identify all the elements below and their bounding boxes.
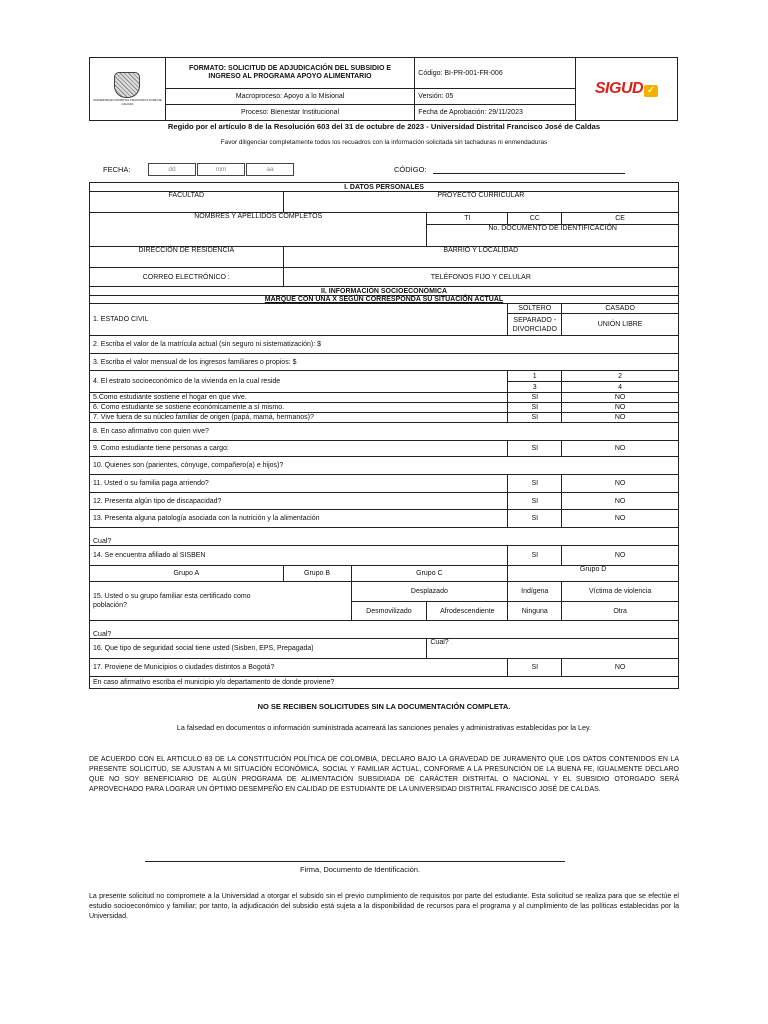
full-name-field[interactable]: NOMBRES Y APELLIDOS COMPLETOS: [90, 213, 427, 247]
option-union-libre[interactable]: UNIÓN LIBRE: [562, 314, 679, 336]
stratum-4[interactable]: 4: [562, 382, 679, 393]
address-field[interactable]: DIRECCIÓN DE RESIDENCIA: [90, 247, 284, 268]
q16-social-security: 16. Que tipo de seguridad social tiene usted (Sisben, EPS, Prepagada): [90, 639, 427, 659]
university-crest-icon: [114, 72, 140, 98]
form-title: [165, 58, 415, 89]
q12-disability: 12. Presenta algún tipo de discapacidad?: [90, 493, 508, 510]
check-icon: ✓: [644, 85, 658, 97]
option-ninguna[interactable]: Ninguna: [508, 602, 562, 621]
date-month-field[interactable]: mm: [197, 163, 245, 176]
q17-si[interactable]: SI: [508, 659, 562, 677]
q6-si[interactable]: SI: [508, 403, 562, 413]
sisben-grupo-c[interactable]: Grupo C: [351, 566, 508, 582]
q9-si[interactable]: SI: [508, 441, 562, 457]
q14-si[interactable]: SI: [508, 546, 562, 566]
section-personal-data: I. DATOS PERSONALES: [90, 183, 679, 192]
falsehood-notice: La falsedad en documentos o información suministrada acarreará las sanciones penales y administrativas establecidas por la Ley.: [176, 723, 592, 732]
q13-which[interactable]: Cual?: [90, 528, 679, 546]
q17-no[interactable]: NO: [562, 659, 679, 677]
q9-dependents: 9. Como estudiante tiene personas a cargo:: [90, 441, 508, 457]
document-header: [89, 57, 678, 121]
doc-type-ti[interactable]: TI: [427, 213, 508, 225]
q7-no[interactable]: NO: [562, 413, 679, 423]
q8-lives-with[interactable]: 8. En caso afirmativo con quien vive?: [90, 423, 679, 441]
stratum-1[interactable]: 1: [508, 371, 562, 382]
q13-no[interactable]: NO: [562, 510, 679, 528]
form-title-line2: INGRESO AL PROGRAMA APOYO ALIMENTARIO: [208, 73, 372, 80]
document-number-field[interactable]: No. DOCUMENTO DE IDENTIFICACIÓN: [427, 225, 679, 247]
doc-type-cc[interactable]: CC: [508, 213, 562, 225]
option-desmovilizado[interactable]: Desmovilizado: [351, 602, 427, 621]
faculty-field[interactable]: FACULTAD: [90, 192, 284, 213]
option-otra[interactable]: Otra: [562, 602, 679, 621]
instructions-line: Favor diligenciar completamente todos los recuadros con la información solicitada sin tachaduras ni enmendaduras: [220, 139, 548, 146]
signature-line[interactable]: [145, 861, 565, 862]
q14-no[interactable]: NO: [562, 546, 679, 566]
sisben-grupo-b[interactable]: Grupo B: [283, 566, 351, 582]
q17-municipality: 17. Proviene de Municipios o ciudades distintos a Bogotá?: [90, 659, 508, 677]
option-indigena[interactable]: Indígena: [508, 582, 562, 602]
q16-which[interactable]: Cual?: [427, 639, 679, 659]
q1-civil-status: 1. ESTADO CIVIL: [90, 304, 508, 336]
sisben-grupo-a[interactable]: Grupo A: [90, 566, 284, 582]
q17-origin[interactable]: En caso afirmativo escriba el municipio y/o departamento de donde proviene?: [90, 677, 679, 689]
application-form: [89, 182, 679, 689]
signature-label: Firma, Documento de Identificación.: [300, 865, 421, 874]
q5-supports-home: 5.Como estudiante sostiene el hogar en que vive.: [90, 393, 508, 403]
q11-no[interactable]: NO: [562, 475, 679, 493]
q14-sisben: 14. Se encuentra afiliado al SISBEN: [90, 546, 508, 566]
proceso: Proceso: Bienestar Institucional: [165, 105, 415, 121]
option-afro[interactable]: Afrodescendiente: [427, 602, 508, 621]
university-logo-cell: [90, 58, 166, 121]
q11-rent: 11. Usted o su familia paga arriendo?: [90, 475, 508, 493]
q15-population: [90, 582, 352, 621]
mark-instructions: MARQUE CON UNA X SEGÚN CORRESPONDA SU SITUACIÓN ACTUAL: [90, 296, 679, 304]
doc-type-ce[interactable]: CE: [562, 213, 679, 225]
q6-no[interactable]: NO: [562, 403, 679, 413]
neighborhood-field[interactable]: BARRIO Y LOCALIDAD: [283, 247, 678, 268]
q5-si[interactable]: SI: [508, 393, 562, 403]
sigud-logo: SIGUD: [594, 80, 644, 97]
stratum-3[interactable]: 3: [508, 382, 562, 393]
q11-si[interactable]: SI: [508, 475, 562, 493]
email-field[interactable]: CORREO ELECTRÓNICO :: [90, 268, 284, 287]
q3-income[interactable]: 3. Escriba el valor mensual de los ingresos familiares o propios: $: [90, 354, 679, 371]
regulation-line: Regido por el artículo 8 de la Resolución 603 del 31 de octubre de 2023 - Universidad Distrital Francisco José de Caldas: [167, 122, 601, 131]
option-separado-line2: DIVORCIADO: [512, 325, 557, 333]
q12-si[interactable]: SI: [508, 493, 562, 510]
q13-si[interactable]: SI: [508, 510, 562, 528]
sworn-declaration: DE ACUERDO CON EL ARTICULO 83 DE LA CONSTITUCIÓN POLÍTICA DE COLOMBIA, DECLARO BAJO LA GRAVEDAD DE JURAMENTO QUE LOS DATOS CONTENIDOS EN LA PRESENTE SOLICITUD, SE AJUSTAN A MI SITUACIÓN ECONÓMICA, SOCIAL Y FAMILIAR ACTUAL, CONFORME A LA PRESUNCIÓN DE LA BUENA FE, IGUALMENTE DECLARO QUE NO SOY BENEFICIARIO DE ALGÚN PROGRAMA DE ALIMENTACIÓN SUBSIDIADA DE CARÁCTER DISTRITAL O NACIONAL Y EL SUBSIDIO OTORGADO SERÁ APROVECHADO PARA LOGRAR UN ÓPTIMO DESEMPEÑO EN CALIDAD DE ESTUDIANTE DE LA UNIVERSIDAD DISTRITAL FRANCISCO JOSÉ DE CALDAS.: [89, 756, 679, 793]
q7-si[interactable]: SI: [508, 413, 562, 423]
form-code: Código: BI-PR-001-FR-006: [415, 58, 576, 89]
code-field[interactable]: [433, 162, 625, 174]
q15-which[interactable]: Cual?: [90, 621, 679, 639]
q15-line2: población?: [93, 602, 127, 609]
approval-date: Fecha de Aprobación: 29/11/2023: [415, 105, 576, 121]
date-label: FECHA:: [103, 165, 131, 174]
program-field[interactable]: PROYECTO CURRICULAR: [283, 192, 678, 213]
q6-self-supports: 6. Como estudiante se sostiene económicamente a sí mismo.: [90, 403, 508, 413]
option-casado[interactable]: CASADO: [562, 304, 679, 314]
form-title-line1: FORMATO: SOLICITUD DE ADJUDICACIÓN DEL SUBSIDIO E: [189, 65, 392, 72]
code-label: CÓDIGO:: [394, 165, 427, 174]
form-version: Versión: 05: [415, 89, 576, 105]
university-logo-text: UNIVERSIDAD DISTRITAL FRANCISCO JOSÉ DE CALDAS: [93, 98, 162, 106]
sisben-grupo-d[interactable]: Grupo D: [508, 566, 679, 582]
q10-who[interactable]: 10. Quienes son (parientes, cónyuge, compañero(a) e hijos)?: [90, 457, 679, 475]
q2-tuition[interactable]: 2. Escriba el valor de la matrícula actual (sin seguro ni sistematización): $: [90, 336, 679, 354]
option-victima[interactable]: Víctima de violencia: [562, 582, 679, 602]
disclaimer-note: La presente solicitud no compromete a la Universidad a otorgar el subsido sin el previo cumplimiento de requisitos por parte del estudiante. Esta solicitud se realiza para que se efectúe el estudio socioeconómico y familiar; por tanto, la adjudicación del subsidio está sujeta a la disponibilidad de recursos para el programa y al cumplimiento de las políticas establecidas por la Universidad.: [89, 893, 679, 920]
q5-no[interactable]: NO: [562, 393, 679, 403]
q12-no[interactable]: NO: [562, 493, 679, 510]
option-separado[interactable]: [508, 314, 562, 336]
q9-no[interactable]: NO: [562, 441, 679, 457]
date-year-field[interactable]: aa: [246, 163, 294, 176]
phones-field[interactable]: TELÉFONOS FIJO Y CELULAR: [283, 268, 678, 287]
date-day-field[interactable]: dd: [148, 163, 196, 176]
no-incomplete-notice: NO SE RECIBEN SOLICITUDES SIN LA DOCUMENTACIÓN COMPLETA.: [257, 702, 511, 711]
q13-nutrition: 13. Presenta alguna patología asociada con la nutrición y la alimentación: [90, 510, 508, 528]
option-separado-line1: SEPARADO -: [513, 316, 557, 324]
section-socioeconomic: II. INFORMACIÓN SOCIOECONÓMICA: [90, 287, 679, 296]
macroproceso: Macroproceso: Apoyo a lo Misional: [165, 89, 415, 105]
stratum-2[interactable]: 2: [562, 371, 679, 382]
q15-line1: 15. Usted o su grupo familiar esta certificado como: [93, 593, 251, 600]
option-soltero[interactable]: SOLTERO: [508, 304, 562, 314]
sigud-logo-cell: [575, 58, 677, 121]
option-desplazado[interactable]: Desplazado: [351, 582, 508, 602]
q4-stratum: 4. El estrato socioeconómico de la vivienda en la cual reside: [90, 371, 508, 393]
q7-lives-away: 7. Vive fuera de su núcleo familiar de origen (papá, mamá, hermanos)?: [90, 413, 508, 423]
